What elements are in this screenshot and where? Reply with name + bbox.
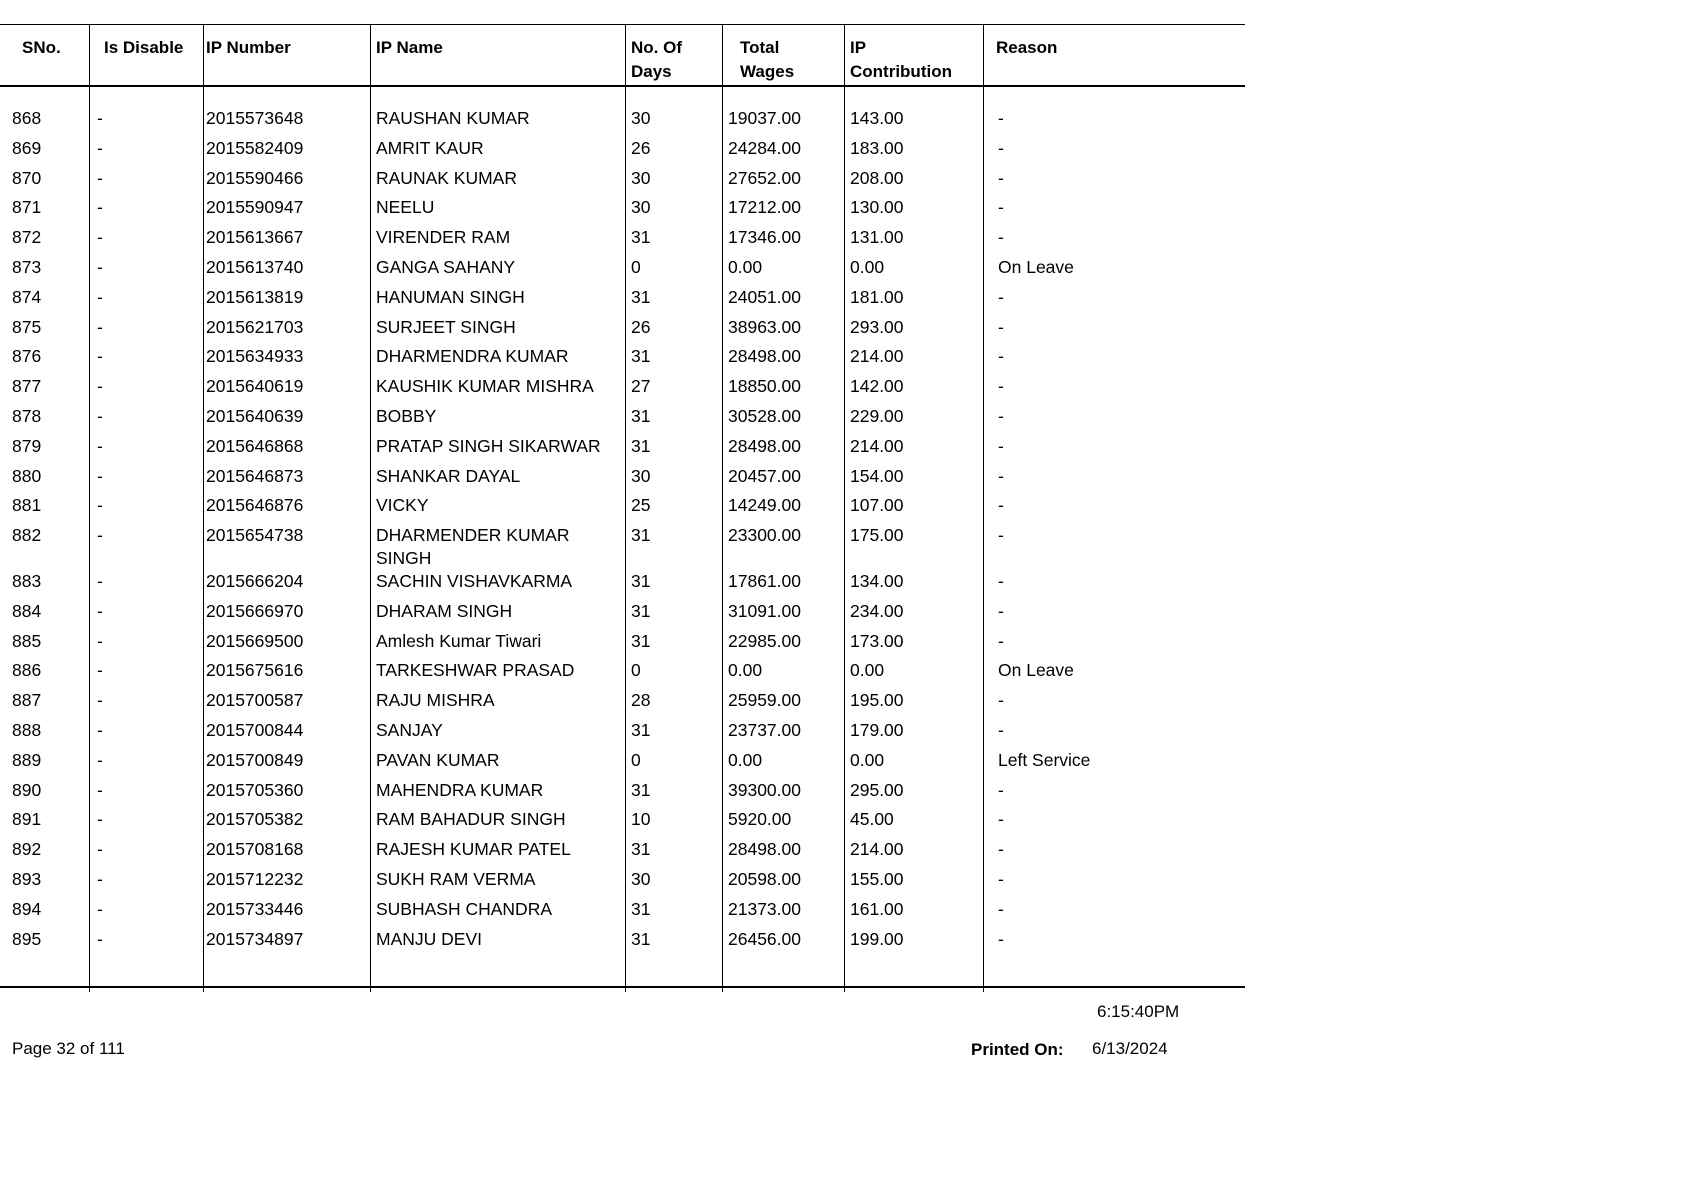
cell-is-disable: -	[97, 809, 103, 830]
cell-ip-number: 2015621703	[206, 316, 304, 337]
cell-sno: 891	[12, 809, 42, 830]
cell-is-disable: -	[97, 435, 103, 456]
cell-days: 10	[631, 809, 651, 830]
cell-reason: -	[998, 376, 1004, 397]
cell-reason: -	[998, 435, 1004, 456]
cell-ip-name: BOBBY	[376, 406, 437, 426]
cell-wages: 28498.00	[728, 435, 801, 456]
cell-ip-number: 2015634933	[206, 346, 304, 367]
cell-contribution: 134.00	[850, 571, 904, 591]
cell-ip-name: Amlesh Kumar Tiwari	[376, 630, 542, 651]
cell-contribution: 130.00	[850, 197, 904, 218]
cell-wages: 5920.00	[728, 809, 792, 830]
header-ip-name: IP Name	[376, 38, 443, 57]
print-time: 6:15:40PM	[1097, 1002, 1180, 1021]
cell-ip-name: PAVAN KUMAR	[376, 749, 500, 770]
cell-wages: 20457.00	[728, 465, 801, 486]
cell-reason: -	[998, 690, 1004, 711]
cell-ip-name: HANUMAN SINGH	[376, 286, 525, 307]
cell-contribution: 214.00	[850, 839, 904, 860]
cell-reason: -	[998, 630, 1004, 651]
cell-contribution: 234.00	[850, 600, 904, 621]
cell-days: 31	[631, 435, 651, 456]
cell-sno: 874	[12, 286, 42, 307]
cell-reason: -	[998, 137, 1004, 158]
cell-contribution: 293.00	[850, 316, 904, 337]
cell-wages: 27652.00	[728, 167, 801, 188]
column-divider	[983, 25, 984, 992]
cell-reason: -	[998, 495, 1004, 516]
header-wages: Total Wages	[740, 38, 795, 81]
cell-ip-name: GANGA SAHANY	[376, 257, 516, 277]
cell-reason: On Leave	[998, 257, 1074, 277]
cell-ip-name: SANJAY	[376, 720, 443, 740]
cell-sno: 893	[12, 869, 42, 889]
cell-is-disable: -	[97, 630, 103, 651]
cell-wages: 17861.00	[728, 571, 801, 591]
cell-ip-number: 2015646873	[206, 465, 304, 486]
cell-is-disable: -	[97, 600, 103, 621]
cell-is-disable: -	[97, 749, 103, 770]
cell-sno: 882	[12, 525, 42, 546]
cell-days: 25	[631, 495, 651, 516]
cell-ip-name: DHARAM SINGH	[376, 600, 513, 621]
cell-is-disable: -	[97, 928, 103, 949]
cell-reason: -	[998, 286, 1004, 307]
cell-wages: 24051.00	[728, 286, 801, 307]
cell-days: 31	[631, 928, 651, 949]
cell-wages: 0.00	[728, 660, 763, 681]
cell-contribution: 195.00	[850, 690, 904, 711]
cell-ip-number: 2015640619	[206, 376, 304, 397]
cell-is-disable: -	[97, 495, 103, 516]
cell-sno: 870	[12, 167, 42, 188]
cell-sno: 883	[12, 571, 42, 591]
cell-is-disable: -	[97, 660, 103, 681]
cell-ip-name: NEELU	[376, 197, 435, 218]
cell-ip-number: 2015708168	[206, 839, 304, 860]
cell-ip-number: 2015646876	[206, 495, 304, 516]
cell-reason: -	[998, 869, 1004, 889]
cell-is-disable: -	[97, 108, 103, 128]
cell-wages: 21373.00	[728, 898, 801, 919]
cell-ip-number: 2015613740	[206, 257, 304, 277]
cell-days: 31	[631, 600, 651, 621]
cell-sno: 869	[12, 137, 42, 158]
cell-days: 30	[631, 869, 651, 889]
cell-reason: -	[998, 928, 1004, 949]
cell-wages: 17346.00	[728, 227, 801, 248]
header-days: No. Of Days	[631, 38, 682, 81]
cell-wages: 28498.00	[728, 839, 801, 860]
cell-contribution: 45.00	[850, 809, 894, 830]
cell-days: 26	[631, 137, 651, 158]
column-divider	[722, 25, 723, 992]
cell-contribution: 161.00	[850, 898, 904, 919]
cell-wages: 24284.00	[728, 137, 801, 158]
cell-sno: 895	[12, 928, 42, 949]
cell-wages: 28498.00	[728, 346, 801, 367]
cell-days: 27	[631, 376, 651, 397]
column-divider	[370, 25, 371, 992]
cell-ip-name: TARKESHWAR PRASAD	[376, 660, 575, 681]
cell-ip-number: 2015734897	[206, 928, 304, 949]
cell-ip-name: RAUSHAN KUMAR	[376, 108, 530, 128]
cell-is-disable: -	[97, 779, 103, 800]
header-sno: SNo.	[22, 38, 61, 57]
cell-wages: 17212.00	[728, 197, 801, 218]
cell-days: 31	[631, 525, 651, 546]
cell-reason: -	[998, 525, 1004, 546]
cell-contribution: 175.00	[850, 525, 904, 546]
cell-is-disable: -	[97, 465, 103, 486]
cell-contribution: 179.00	[850, 720, 904, 740]
cell-reason: Left Service	[998, 749, 1091, 770]
cell-sno: 885	[12, 630, 42, 651]
cell-days: 30	[631, 197, 651, 218]
page-number: Page 32 of 111	[12, 1039, 125, 1058]
cell-ip-name: RAM BAHADUR SINGH	[376, 809, 566, 830]
cell-wages: 0.00	[728, 257, 763, 277]
cell-ip-name: MAHENDRA KUMAR	[376, 779, 544, 800]
cell-ip-number: 2015700587	[206, 690, 304, 711]
cell-is-disable: -	[97, 316, 103, 337]
cell-sno: 894	[12, 898, 42, 919]
cell-reason: -	[998, 809, 1004, 830]
cell-ip-name: SHANKAR DAYAL	[376, 465, 521, 486]
header-reason: Reason	[996, 38, 1058, 57]
cell-contribution: 183.00	[850, 137, 904, 158]
cell-reason: -	[998, 346, 1004, 367]
cell-sno: 892	[12, 839, 42, 860]
cell-reason: -	[998, 316, 1004, 337]
cell-ip-name: DHARMENDER KUMAR SINGH	[376, 525, 570, 569]
cell-reason: -	[998, 108, 1004, 128]
cell-ip-number: 2015613819	[206, 286, 304, 307]
cell-reason: -	[998, 571, 1004, 591]
cell-sno: 880	[12, 465, 42, 486]
cell-sno: 886	[12, 660, 42, 681]
cell-ip-number: 2015712232	[206, 869, 304, 889]
cell-contribution: 229.00	[850, 406, 904, 426]
column-divider	[844, 25, 845, 992]
cell-is-disable: -	[97, 286, 103, 307]
cell-sno: 871	[12, 197, 42, 218]
cell-sno: 890	[12, 779, 42, 800]
cell-ip-number: 2015666204	[206, 571, 304, 591]
cell-ip-number: 2015700849	[206, 749, 304, 770]
cell-sno: 876	[12, 346, 42, 367]
cell-contribution: 107.00	[850, 495, 904, 516]
cell-days: 31	[631, 779, 651, 800]
cell-ip-number: 2015669500	[206, 630, 304, 651]
printed-on-date: 6/13/2024	[1092, 1039, 1168, 1058]
cell-is-disable: -	[97, 525, 103, 546]
cell-ip-number: 2015675616	[206, 660, 304, 681]
cell-contribution: 214.00	[850, 435, 904, 456]
cell-days: 31	[631, 286, 651, 307]
cell-contribution: 155.00	[850, 869, 904, 889]
cell-sno: 888	[12, 720, 42, 740]
cell-ip-number: 2015654738	[206, 525, 304, 546]
cell-is-disable: -	[97, 720, 103, 740]
cell-wages: 14249.00	[728, 495, 801, 516]
cell-days: 31	[631, 630, 651, 651]
cell-contribution: 142.00	[850, 376, 904, 397]
cell-contribution: 0.00	[850, 749, 885, 770]
cell-is-disable: -	[97, 257, 103, 277]
cell-wages: 23737.00	[728, 720, 801, 740]
table-top-rule	[0, 24, 1245, 25]
cell-ip-number: 2015590466	[206, 167, 304, 188]
cell-wages: 23300.00	[728, 525, 801, 546]
cell-ip-number: 2015590947	[206, 197, 304, 218]
cell-ip-name: RAUNAK KUMAR	[376, 167, 517, 188]
cell-wages: 31091.00	[728, 600, 801, 621]
cell-ip-number: 2015640639	[206, 406, 304, 426]
cell-is-disable: -	[97, 571, 103, 591]
cell-contribution: 181.00	[850, 286, 904, 307]
header-is-disable: Is Disable	[104, 38, 184, 57]
cell-is-disable: -	[97, 376, 103, 397]
cell-days: 0	[631, 749, 641, 770]
cell-ip-name: PRATAP SINGH SIKARWAR	[376, 435, 601, 456]
table-bottom-rule	[0, 986, 1245, 988]
cell-is-disable: -	[97, 137, 103, 158]
cell-ip-name: VIRENDER RAM	[376, 227, 511, 248]
cell-reason: -	[998, 227, 1004, 248]
cell-reason: -	[998, 465, 1004, 486]
cell-is-disable: -	[97, 346, 103, 367]
cell-ip-name: SACHIN VISHAVKARMA	[376, 571, 573, 591]
cell-is-disable: -	[97, 690, 103, 711]
cell-contribution: 143.00	[850, 108, 904, 128]
cell-sno: 877	[12, 376, 42, 397]
cell-days: 31	[631, 346, 651, 367]
column-divider	[89, 25, 90, 992]
cell-sno: 887	[12, 690, 42, 711]
cell-sno: 875	[12, 316, 42, 337]
cell-reason: -	[998, 898, 1004, 919]
cell-reason: -	[998, 839, 1004, 860]
cell-ip-number: 2015582409	[206, 137, 304, 158]
cell-contribution: 131.00	[850, 227, 904, 248]
cell-reason: -	[998, 720, 1004, 740]
cell-is-disable: -	[97, 197, 103, 218]
cell-ip-number: 2015573648	[206, 108, 304, 128]
cell-days: 26	[631, 316, 651, 337]
cell-days: 28	[631, 690, 651, 711]
cell-is-disable: -	[97, 227, 103, 248]
cell-ip-number: 2015646868	[206, 435, 304, 456]
cell-reason: -	[998, 600, 1004, 621]
cell-contribution: 173.00	[850, 630, 904, 651]
cell-days: 30	[631, 108, 651, 128]
header-ip-number: IP Number	[206, 38, 291, 57]
cell-wages: 30528.00	[728, 406, 801, 426]
cell-reason: On Leave	[998, 660, 1074, 681]
cell-reason: -	[998, 197, 1004, 218]
cell-wages: 25959.00	[728, 690, 801, 711]
cell-ip-number: 2015666970	[206, 600, 304, 621]
cell-is-disable: -	[97, 839, 103, 860]
cell-ip-name: AMRIT KAUR	[376, 137, 484, 158]
cell-sno: 878	[12, 406, 42, 426]
cell-wages: 26456.00	[728, 928, 801, 949]
cell-ip-name: SUBHASH CHANDRA	[376, 898, 552, 919]
cell-days: 31	[631, 227, 651, 248]
cell-contribution: 295.00	[850, 779, 904, 800]
cell-contribution: 208.00	[850, 167, 904, 188]
cell-days: 31	[631, 571, 651, 591]
column-divider	[625, 25, 626, 992]
cell-is-disable: -	[97, 898, 103, 919]
cell-reason: -	[998, 406, 1004, 426]
cell-sno: 873	[12, 257, 42, 277]
cell-sno: 881	[12, 495, 42, 516]
cell-reason: -	[998, 779, 1004, 800]
cell-ip-name: RAJESH KUMAR PATEL	[376, 839, 571, 860]
cell-contribution: 0.00	[850, 257, 885, 277]
cell-ip-number: 2015613667	[206, 227, 304, 248]
cell-wages: 22985.00	[728, 630, 801, 651]
cell-is-disable: -	[97, 406, 103, 426]
cell-reason: -	[998, 167, 1004, 188]
cell-ip-number: 2015705360	[206, 779, 304, 800]
cell-ip-name: SUKH RAM VERMA	[376, 869, 536, 889]
cell-contribution: 199.00	[850, 928, 904, 949]
cell-ip-number: 2015733446	[206, 898, 304, 919]
column-divider	[203, 25, 204, 992]
cell-ip-name: DHARMENDRA KUMAR	[376, 346, 569, 367]
cell-days: 31	[631, 898, 651, 919]
cell-wages: 19037.00	[728, 108, 801, 128]
cell-wages: 38963.00	[728, 316, 801, 337]
cell-days: 0	[631, 660, 641, 681]
cell-days: 0	[631, 257, 641, 277]
cell-wages: 39300.00	[728, 779, 801, 800]
cell-sno: 889	[12, 749, 42, 770]
printed-on-label: Printed On:	[971, 1040, 1064, 1059]
cell-ip-name: RAJU MISHRA	[376, 690, 495, 711]
cell-wages: 18850.00	[728, 376, 801, 397]
cell-is-disable: -	[97, 167, 103, 188]
cell-sno: 879	[12, 435, 42, 456]
cell-ip-name: MANJU DEVI	[376, 928, 482, 949]
cell-days: 30	[631, 167, 651, 188]
cell-days: 31	[631, 720, 651, 740]
cell-ip-name: KAUSHIK KUMAR MISHRA	[376, 376, 594, 397]
cell-contribution: 154.00	[850, 465, 904, 486]
cell-sno: 872	[12, 227, 42, 248]
cell-ip-number: 2015700844	[206, 720, 304, 740]
cell-days: 30	[631, 465, 651, 486]
cell-days: 31	[631, 839, 651, 860]
cell-wages: 0.00	[728, 749, 763, 770]
cell-sno: 868	[12, 108, 42, 128]
cell-contribution: 214.00	[850, 346, 904, 367]
header-contribution: IP Contribution	[850, 38, 952, 81]
cell-ip-number: 2015705382	[206, 809, 304, 830]
cell-ip-name: SURJEET SINGH	[376, 316, 516, 337]
header-bottom-rule	[0, 85, 1245, 87]
cell-contribution: 0.00	[850, 660, 885, 681]
cell-wages: 20598.00	[728, 869, 801, 889]
cell-sno: 884	[12, 600, 42, 621]
cell-ip-name: VICKY	[376, 495, 429, 516]
cell-days: 31	[631, 406, 651, 426]
cell-is-disable: -	[97, 869, 103, 889]
